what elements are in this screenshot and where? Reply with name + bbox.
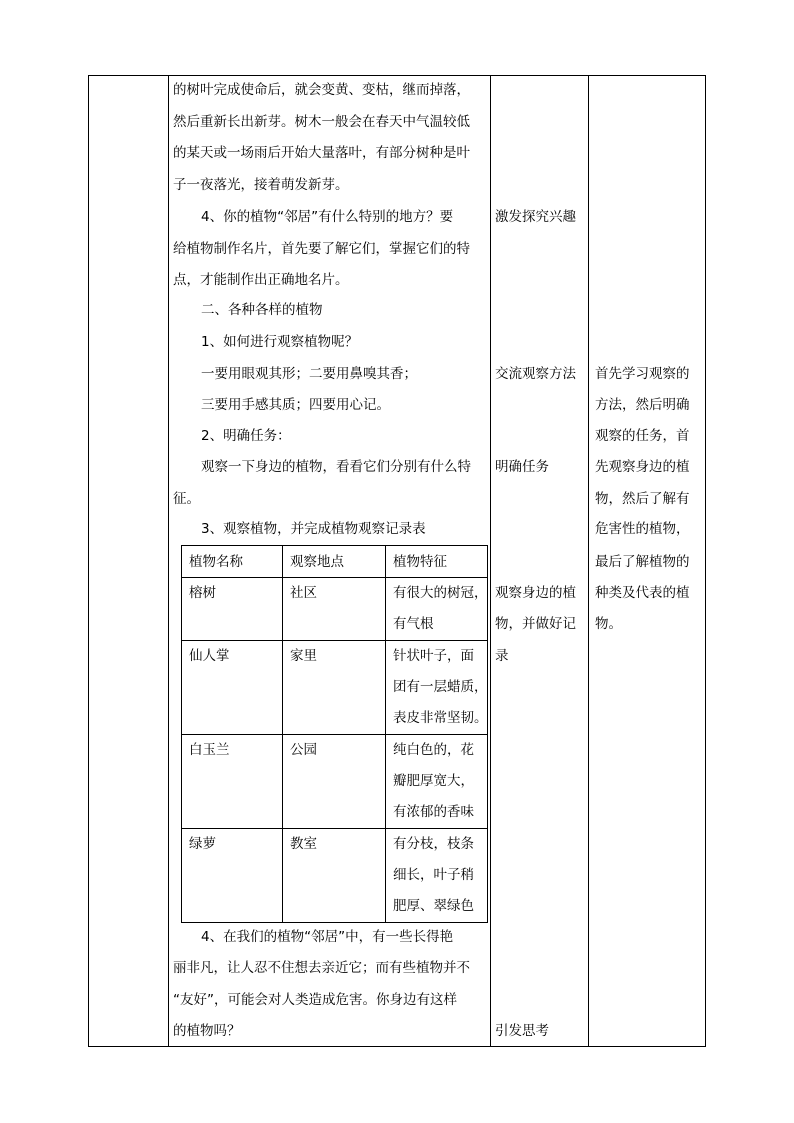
place-cell: 教室	[290, 836, 317, 852]
activity-label: 物，并做好记	[495, 616, 576, 632]
table-row-divider	[182, 577, 487, 578]
column-divider-2	[490, 76, 491, 1046]
content-line: 给植物制作名片，首先要了解它们，掌握它们的特	[173, 241, 470, 257]
question-line: 2、明确任务：	[201, 428, 291, 444]
feature-cell: 团有一层蜡质，	[393, 679, 488, 695]
intent-line: 物。	[595, 616, 622, 632]
column-divider-1	[168, 76, 169, 1046]
feature-cell: 瓣肥厚宽大，	[393, 773, 474, 789]
table-header: 观察地点	[290, 554, 344, 570]
feature-cell: 有很大的树冠，	[393, 585, 488, 601]
table-row-divider	[182, 734, 487, 735]
content-line: 4、你的植物“邻居”有什么特别的地方？要	[201, 209, 454, 225]
plant-name-cell: 榕树	[189, 585, 216, 601]
content-line: 子一夜落光，接着萌发新芽。	[173, 177, 349, 193]
content-line: 的树叶完成使命后，就会变黄、变枯，继而掉落，	[173, 82, 470, 98]
table-header: 植物名称	[189, 554, 243, 570]
intent-line: 种类及代表的植	[595, 585, 690, 601]
task-line: 观察一下身边的植物，看看它们分别有什么特	[201, 459, 471, 475]
question-line: 1、如何进行观察植物呢？	[201, 334, 359, 350]
plant-name-cell: 绿萝	[189, 836, 216, 852]
place-cell: 家里	[290, 648, 317, 664]
section-heading: 二、各种各样的植物	[201, 302, 323, 318]
content-line: 丽非凡，让人忍不住想去亲近它；而有些植物并不	[173, 960, 470, 976]
table-row-divider	[182, 640, 487, 641]
content-line: 的某天或一场雨后开始大量落叶，有部分树种是叶	[173, 145, 470, 161]
activity-label: 引发思考	[495, 1023, 549, 1039]
plant-name-cell: 仙人掌	[189, 648, 230, 664]
feature-cell: 针状叶子，面	[393, 648, 474, 664]
place-cell: 社区	[290, 585, 317, 601]
feature-cell: 肥厚、翠绿色	[393, 898, 474, 914]
content-line: 然后重新长出新芽。树木一般会在春天中气温较低	[173, 114, 470, 130]
intent-line: 物，然后了解有	[595, 491, 690, 507]
table-header: 植物特征	[393, 554, 447, 570]
content-line: 点，才能制作出正确地名片。	[173, 272, 349, 288]
question-line: 3、观察植物，并完成植物观察记录表	[201, 521, 426, 537]
intent-line: 危害性的植物，	[595, 521, 690, 537]
activity-label: 观察身边的植	[495, 585, 576, 601]
feature-cell: 纯白色的，花	[393, 742, 474, 758]
method-line: 三要用手感其质；四要用心记。	[201, 397, 390, 413]
feature-cell: 表皮非常坚韧。	[393, 710, 488, 726]
intent-line: 先观察身边的植	[595, 459, 690, 475]
column-divider-3	[588, 76, 589, 1046]
intent-line: 方法，然后明确	[595, 397, 690, 413]
activity-label: 激发探究兴趣	[495, 209, 576, 225]
task-line: 征。	[173, 491, 200, 507]
feature-cell: 有分枝，枝条	[393, 836, 474, 852]
intent-line: 观察的任务，首	[595, 428, 690, 444]
place-cell: 公园	[290, 742, 317, 758]
activity-label: 录	[495, 648, 509, 664]
content-line: “友好”，可能会对人类造成危害。你身边有这样	[173, 992, 457, 1008]
feature-cell: 有气根	[393, 616, 434, 632]
method-line: 一要用眼观其形；二要用鼻嗅其香；	[201, 366, 417, 382]
content-line: 的植物吗？	[173, 1023, 241, 1039]
intent-line: 首先学习观察的	[595, 366, 690, 382]
feature-cell: 细长，叶子稍	[393, 867, 474, 883]
table-row-divider	[182, 828, 487, 829]
activity-label: 明确任务	[495, 459, 549, 475]
activity-label: 交流观察方法	[495, 366, 576, 382]
intent-line: 最后了解植物的	[595, 554, 690, 570]
content-line: 4、在我们的植物“邻居”中，有一些长得艳	[201, 929, 454, 945]
plant-name-cell: 白玉兰	[189, 742, 230, 758]
feature-cell: 有浓郁的香味	[393, 804, 474, 820]
